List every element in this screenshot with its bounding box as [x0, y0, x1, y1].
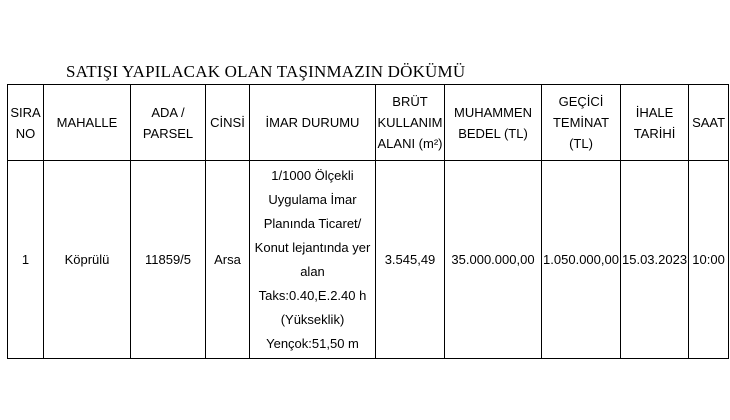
header-ihale-tarihi: İHALE TARİHİ: [621, 85, 689, 161]
cell-ada-parsel: 11859/5: [131, 161, 206, 359]
table-row: [8, 161, 729, 359]
cell-cinsi: Arsa: [206, 161, 250, 359]
cell-gecici-teminat: 1.050.000,00: [542, 161, 621, 359]
document-title: SATIŞI YAPILACAK OLAN TAŞINMAZIN DÖKÜMÜ: [66, 62, 466, 81]
header-mahalle: MAHALLE: [44, 85, 131, 161]
property-table: [7, 84, 729, 359]
header-ada-parsel: ADA / PARSEL: [131, 85, 206, 161]
cell-ihale-tarihi: 15.03.2023: [621, 161, 689, 359]
cell-imar-durumu: 1/1000 Ölçekli Uygulama İmar Planında Ticaret/ Konut lejantında yer alan Taks:0.40,E.2.40 h (Yükseklik) Yençok:51,50 m: [250, 161, 376, 359]
header-brut-alan: BRÜT KULLANIM ALANI (m²): [376, 85, 445, 161]
header-sira: SIRA NO: [8, 85, 44, 161]
header-row: [8, 85, 729, 161]
cell-muhammen-bedel: 35.000.000,00: [445, 161, 542, 359]
header-gecici-teminat: GEÇİCİ TEMİNAT (TL): [542, 85, 621, 161]
cell-saat: 10:00: [689, 161, 729, 359]
header-cinsi: CİNSİ: [206, 85, 250, 161]
cell-brut-alan: 3.545,49: [376, 161, 445, 359]
cell-sira: 1: [8, 161, 44, 359]
header-saat: SAAT: [689, 85, 729, 161]
header-imar-durumu: İMAR DURUMU: [250, 85, 376, 161]
header-muhammen-bedel: MUHAMMEN BEDEL (TL): [445, 85, 542, 161]
cell-mahalle: Köprülü: [44, 161, 131, 359]
